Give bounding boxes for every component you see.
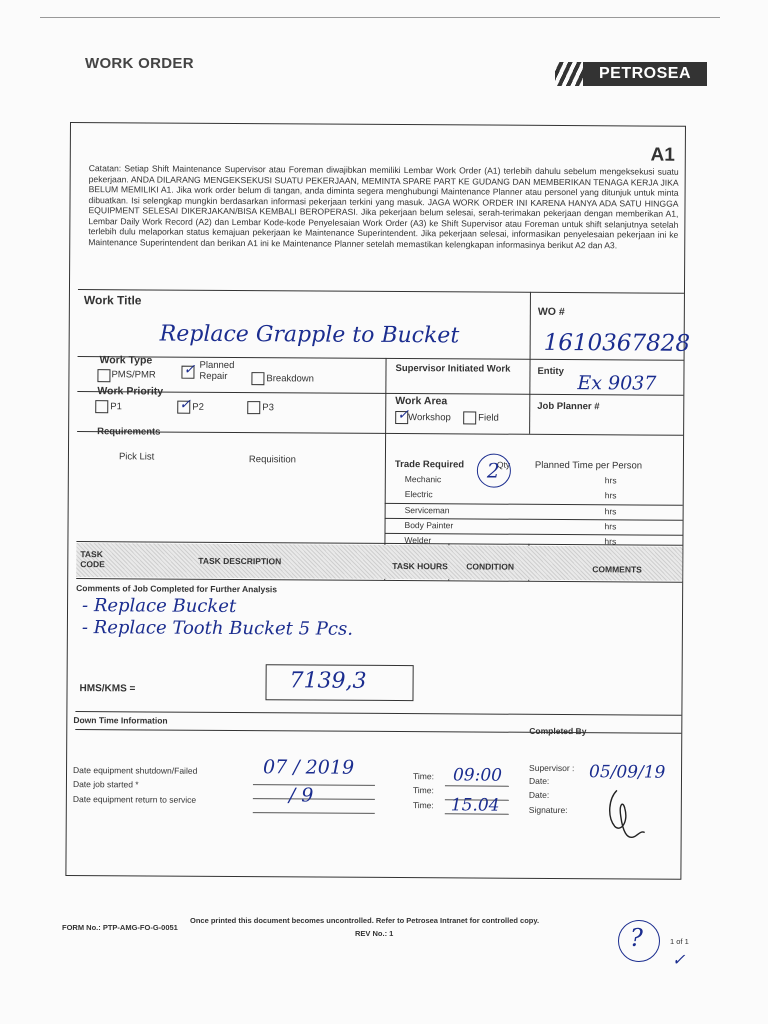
p1-checkbox[interactable] <box>95 400 108 413</box>
work-area-label: Work Area <box>395 394 448 408</box>
requisition-label: Requisition <box>248 454 296 466</box>
p3-checkbox[interactable] <box>247 401 260 414</box>
wo-number: 1610367828 <box>543 329 691 357</box>
supervisor-initiated-label: Supervisor Initiated Work <box>395 362 511 375</box>
trade-serviceman-hrs: hrs <box>604 506 617 517</box>
form-notes: Catatan: Setiap Shift Maintenance Supervisor atau Foreman diwajibkan memiliki Lembar Work Order (A1) terlebih dahulu sebelum mengeksekusi suatu pekerjaan. ANDA DILARANG MENGEKSEKUSI SUATU PEKERJAAN, MEMINTA SPARE PART KE GUDANG DAN MEMBERIKAN TENAGA KERJA JIKA BELUM MEMILIKI A1. Jika work order belum di tangan, anda diminta segera menghubungi Maintenance Planner atau personel yang ditunjuk untuk minta dibuatkan. Isi selengkap mungkin berdasarkan informasi pekerjaan terkini yang masuk. JAGA WORK ORDER INI KARENA HANYA ADA SATU HINGGA EQUIPMENT SELESAI DIKERJAKAN/BISA KEMBALI BEROPERASI. Jika pekerjaan belum selesai, serah-terimakan pekerjaan dengan memberikan A1, Lembar Daily Work Record (A2) dan Lembar Kode-kode Penyelesaian Work Order (A3) ke Shift Supervisor atau Foreman untuk shift selanjutnya setelah terlebih dulu melaporkan status kemajuan pekerjaan ke Maintenance Superintendent. Jika pekerjaan selesai, informasikan penyelesaian pekerjaan ini ke Maintenance Superintendent dan berikan A1 ini ke Maintenance Planner setelah memastikan kelengkapan informasinya berikut A2 dan A3. <box>88 163 679 250</box>
completed-date: 05/09/19 <box>588 762 666 783</box>
qty-label: Qty <box>496 459 511 470</box>
pms-label: PMS/PMR <box>111 369 156 381</box>
supervisor-label: Supervisor : <box>529 762 575 774</box>
entity-value: Ex 9037 <box>577 372 657 395</box>
job-planner-label: Job Planner # <box>537 400 600 413</box>
pick-list-label: Pick List <box>118 451 155 463</box>
task-description-header: TASK DESCRIPTION <box>198 555 282 567</box>
planned-repair-checkbox[interactable] <box>181 361 196 379</box>
date-label-1: Date: <box>528 775 550 786</box>
workshop-label: Workshop <box>408 412 451 424</box>
comment-line-2: - Replace Tooth Bucket 5 Pcs. <box>81 617 354 640</box>
return-service-label: Date equipment return to service <box>72 794 197 805</box>
rule-entity-divider <box>529 359 530 434</box>
form-code: A1 <box>650 144 675 166</box>
field-label: Field <box>478 412 499 424</box>
question-mark: ? <box>630 924 643 952</box>
job-started-date: / 9 <box>288 784 314 807</box>
trade-welder-hrs: hrs <box>604 536 617 547</box>
time-label-3: Time: <box>412 800 434 811</box>
trade-serviceman: Serviceman <box>404 505 450 516</box>
time-label-2: Time: <box>412 785 434 796</box>
revision-number: REV No.: 1 <box>355 929 394 938</box>
planned-repair-label: Planned Repair <box>199 359 235 382</box>
requirements-label: Requirements <box>97 426 161 438</box>
page-top-rule <box>40 17 720 18</box>
signature-mark <box>595 786 655 844</box>
work-priority-label: Work Priority <box>97 385 164 398</box>
entity-label: Entity <box>537 365 564 378</box>
trade-electric-hrs: hrs <box>604 490 617 501</box>
rule-notes-bottom <box>78 289 684 294</box>
work-title-label: Work Title <box>83 293 142 308</box>
comment-line-1: - Replace Bucket <box>81 595 237 618</box>
breakdown-label: Breakdown <box>266 373 314 385</box>
rule-priority-bottom <box>77 431 683 436</box>
date-label-2: Date: <box>528 789 550 800</box>
document-title: WORK ORDER <box>85 55 194 72</box>
planned-time-label: Planned Time per Person <box>534 459 643 472</box>
trade-electric: Electric <box>404 489 433 500</box>
breakdown-checkbox[interactable] <box>251 372 264 385</box>
shutdown-time: 09:00 <box>452 765 503 786</box>
trade-body-painter-hrs: hrs <box>604 521 617 532</box>
job-started-label: Date job started * <box>72 779 139 790</box>
task-code-header: TASK CODE <box>80 549 105 570</box>
completed-by-label: Completed By <box>529 725 587 737</box>
task-table-header-bg <box>76 543 682 581</box>
work-title-value: Replace Grapple to Bucket <box>159 321 460 349</box>
controlled-copy-note: Once printed this document becomes uncontrolled. Refer to Petrosea Intranet for controlled copy. <box>190 916 540 925</box>
rule-downtime-header <box>75 729 681 734</box>
trade-mechanic-hrs: hrs <box>604 475 617 486</box>
workshop-checkbox[interactable] <box>395 407 409 424</box>
planned-repair-check-mark: ✓ <box>183 361 196 378</box>
rule-title-bottom <box>78 356 684 361</box>
p2-label: P2 <box>192 401 204 413</box>
return-time: 15.04 <box>450 795 500 816</box>
wo-label: WO # <box>537 305 565 319</box>
date-line-3 <box>253 812 375 814</box>
task-hours-header: TASK HOURS <box>392 560 448 572</box>
form-number: FORM No.: PTP-AMG-FO-G-0051 <box>62 923 178 932</box>
time-label-1: Time: <box>412 771 434 782</box>
work-order-form <box>65 122 691 880</box>
field-checkbox[interactable] <box>463 411 476 424</box>
shutdown-label: Date equipment shutdown/Failed <box>73 765 198 776</box>
p2-checkbox[interactable] <box>177 396 192 414</box>
comments-header: COMMENTS <box>592 564 642 575</box>
page-number: 1 of 1 <box>670 937 689 946</box>
logo-text: PETROSEA <box>583 62 707 86</box>
condition-header: CONDITION <box>466 561 515 572</box>
shutdown-date: 07 / 2019 <box>262 756 355 779</box>
downtime-label: Down Time Information <box>73 715 168 726</box>
trade-required-label: Trade Required <box>394 458 465 471</box>
workshop-check-mark: ✓ <box>397 407 409 424</box>
p1-label: P1 <box>110 401 122 413</box>
work-type-label: Work Type <box>99 354 153 367</box>
rule-wo-divider <box>530 292 531 359</box>
mechanic-qty: 2 <box>486 458 500 483</box>
trade-body-painter: Body Painter <box>404 520 454 531</box>
trade-mechanic: Mechanic <box>404 474 442 485</box>
p3-label: P3 <box>262 402 274 414</box>
pms-checkbox[interactable] <box>97 369 110 382</box>
p2-check-mark: ✓ <box>179 396 192 413</box>
comments-label: Comments of Job Completed for Further Analysis <box>76 583 278 595</box>
trade-welder: Welder <box>404 535 432 546</box>
hms-value: 7139,3 <box>289 668 367 694</box>
signature-label: Signature: <box>528 804 568 816</box>
tick-mark-icon: ✓ <box>672 950 686 969</box>
petrosea-logo <box>555 62 707 86</box>
hms-label: HMS/KMS = <box>79 683 136 695</box>
